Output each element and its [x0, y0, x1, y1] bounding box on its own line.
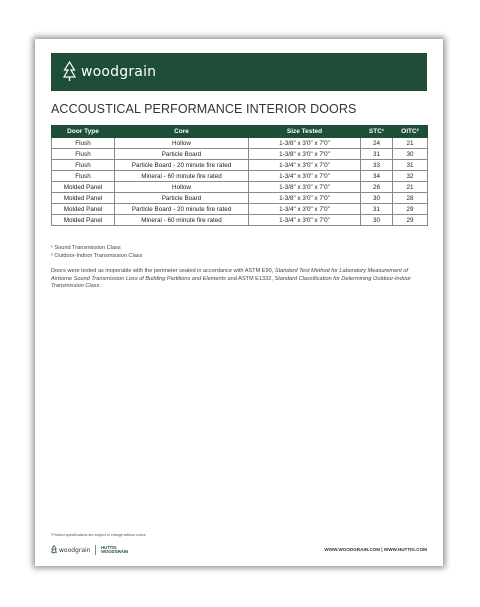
table-header-row — [52, 126, 428, 138]
cell-stc: 24 — [361, 138, 393, 149]
footer-brand-name: woodgrain — [59, 546, 91, 554]
tree-logo-icon — [51, 545, 57, 555]
cell-size: 1-3/8" x 3'0" x 7'0" — [249, 138, 361, 149]
table-row — [52, 215, 428, 226]
cell-stc: 34 — [361, 171, 393, 182]
description-text: and ASTM E1332, — [225, 275, 275, 282]
footnotes — [51, 244, 427, 260]
cell-door-type: Flush — [52, 138, 115, 149]
page-title: ACCOUSTICAL PERFORMANCE INTERIOR DOORS — [51, 102, 357, 116]
cell-core: Hollow — [115, 138, 249, 149]
performance-table — [51, 125, 428, 226]
col-header-size-tested: Size Tested — [249, 126, 361, 138]
cell-stc: 31 — [361, 204, 393, 215]
col-header-core: Core — [115, 126, 249, 138]
cell-oitc: 32 — [393, 171, 428, 182]
cell-stc: 33 — [361, 160, 393, 171]
partner-logo — [101, 546, 128, 555]
partner-logo-line2: WOODGRAIN — [101, 549, 129, 554]
cell-oitc: 28 — [393, 193, 428, 204]
cell-core: Particle Board — [115, 193, 249, 204]
disclaimer: *Product specifications are subject to change without notice — [51, 533, 146, 537]
cell-core: Mineral - 60 minute fire rated — [115, 215, 249, 226]
footnote-stc: ¹ Sound Transmission Class — [51, 245, 121, 251]
cell-size: 1-3/8" x 3'0" x 7'0" — [249, 149, 361, 160]
tree-logo-icon — [63, 61, 76, 83]
cell-door-type: Flush — [52, 160, 115, 171]
table-row — [52, 160, 428, 171]
cell-size: 1-3/4" x 3'0" x 7'0" — [249, 204, 361, 215]
cell-door-type: Flush — [52, 171, 115, 182]
table-row — [52, 204, 428, 215]
cell-size: 1-3/8" x 3'0" x 7'0" — [249, 182, 361, 193]
cell-stc: 26 — [361, 182, 393, 193]
cell-door-type: Molded Panel — [52, 204, 115, 215]
footer-divider — [95, 545, 96, 555]
cell-size: 1-3/4" x 3'0" x 7'0" — [249, 160, 361, 171]
cell-size: 1-3/8" x 3'0" x 7'0" — [249, 193, 361, 204]
test-description — [51, 268, 427, 291]
cell-oitc: 29 — [393, 204, 428, 215]
description-standard-e90: Standard Test Method for Laboratory Measurement of Airborne Sound Transmission Loss of Building Partitions and Elements — [51, 268, 409, 282]
brand-name: woodgrain — [81, 64, 157, 80]
description-text: Doors were tested as inoperable with the perimeter sealed in accordance with ASTM E90, — [51, 268, 275, 274]
cell-core: Particle Board - 20 minute fire rated — [115, 160, 249, 171]
table-row — [52, 193, 428, 204]
cell-stc: 30 — [361, 215, 393, 226]
cell-core: Particle Board - 20 minute fire rated — [115, 204, 249, 215]
col-header-stc: STC¹ — [361, 126, 393, 138]
table-row — [52, 171, 428, 182]
cell-oitc: 31 — [393, 160, 428, 171]
cell-door-type: Flush — [52, 149, 115, 160]
partner-logo-line1: HUTTIG — [101, 544, 117, 550]
description-text: . — [99, 283, 101, 289]
cell-size: 1-3/4" x 3'0" x 7'0" — [249, 215, 361, 226]
cell-core: Particle Board — [115, 149, 249, 160]
brand-banner — [51, 53, 427, 91]
footnote-oitc: ² Outdoor-Indoor Transmission Class — [51, 253, 143, 259]
table-row — [52, 138, 428, 149]
cell-door-type: Molded Panel — [52, 193, 115, 204]
cell-oitc: 30 — [393, 149, 428, 160]
table-row — [52, 182, 428, 193]
description-standard-e1332: Standard Classification for Determining Outdoor-Indoor Transmission Class — [51, 275, 411, 289]
cell-oitc: 21 — [393, 138, 428, 149]
footer-logos — [51, 544, 128, 556]
cell-stc: 30 — [361, 193, 393, 204]
footer-urls: WWW.WOODGRAIN.COM | WWW.HUTTIG.COM — [324, 547, 427, 552]
cell-door-type: Molded Panel — [52, 215, 115, 226]
cell-core: Mineral - 60 minute fire rated — [115, 171, 249, 182]
cell-oitc: 21 — [393, 182, 428, 193]
cell-door-type: Molded Panel — [52, 182, 115, 193]
document-page — [35, 39, 443, 566]
col-header-oitc: OITC² — [393, 126, 428, 138]
cell-stc: 31 — [361, 149, 393, 160]
cell-oitc: 29 — [393, 215, 428, 226]
table-row — [52, 149, 428, 160]
col-header-door-type: Door Type — [52, 126, 115, 138]
cell-core: Hollow — [115, 182, 249, 193]
cell-size: 1-3/4" x 3'0" x 7'0" — [249, 171, 361, 182]
